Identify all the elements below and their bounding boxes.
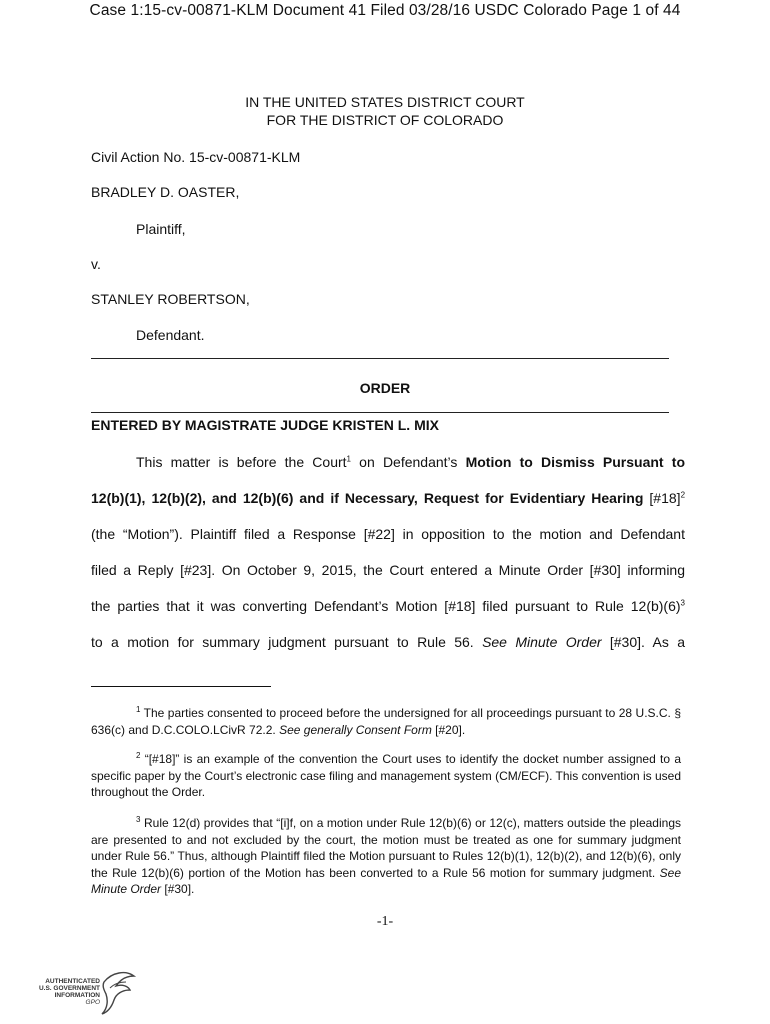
body-line-1: This matter is before the Court$^1$ on Defendant’s Motion to Dismiss Pursuant to xyxy=(136,454,685,470)
court-name-line-2: FOR THE DISTRICT OF COLORADO xyxy=(266,112,504,128)
court-name-line-1: IN THE UNITED STATES DISTRICT COURT xyxy=(245,94,525,110)
caption-divider xyxy=(91,358,669,359)
civil-action-number: Civil Action No. 15-cv-00871-KLM xyxy=(91,149,301,165)
entered-by: ENTERED BY MAGISTRATE JUDGE KRISTEN L. MIX xyxy=(91,417,439,433)
body-line-2: 12(b)(1), 12(b)(2), and 12(b)(6) and if Necessary, Request for Evidentiary Hearing [#18]$^2$ xyxy=(91,490,686,506)
body-line-3: (the “Motion”). Plaintiff filed a Response [#22] in opposition to the motion and Defendant xyxy=(91,526,685,542)
versus: v. xyxy=(91,256,101,272)
order-title: ORDER xyxy=(359,380,411,396)
defendant-label: Defendant. xyxy=(136,327,205,343)
footnote-divider xyxy=(91,686,271,687)
footnote-1: $^1$ The parties consented to proceed before the undersigned for all proceedings pursuant to 28 U.S.C. § 636(c) and D.C.COLO.LCivR 72.2. See generally Consent Form [#20]. xyxy=(91,705,681,737)
gpo-authentication-logo: AUTHENTICATED U.S. GOVERNMENT INFORMATION GPO xyxy=(38,968,138,1018)
defendant-name: STANLEY ROBERTSON, xyxy=(91,291,250,307)
eagle-icon xyxy=(100,968,138,1016)
page-number: -1- xyxy=(376,914,394,929)
body-line-5: the parties that it was converting Defendant’s Motion [#18] filed pursuant to Rule $12(b)(6)^3$ xyxy=(91,598,685,614)
footnote-2: $^2$ “[#18]” is an example of the convention the Court uses to identify the docket number assigned to a specific paper by the Court’s electronic case filing and management system (CM/ECF). This convention is used throughout the Order. xyxy=(91,751,681,799)
body-line-6: to a motion for summary judgment pursuant to Rule 56. See Minute Order [#30]. As a xyxy=(91,634,685,650)
page-header: Case 1:15-cv-00871-KLM Document 41 Filed 03/28/16 USDC Colorado Page 1 of 44 xyxy=(89,2,681,19)
footnote-3: $^3$ Rule 12(d) provides that “[i]f, on a motion under Rule 12(b)(6) or 12(c), matters outside the pleadings are presented to and not excluded by the court, the motion must be treated as one for summary judgment under Rule 56.” Thus, although Plaintiff filed the Motion pursuant to Rules 12(b)(1), 12(b)(2), and 12(b)(6), only the Rule 12(b)(6) portion of the Motion has been converted to a Rule 56 motion for summary judgment. See Minute Order [#30]. xyxy=(91,815,681,896)
body-line-4: filed a Reply [#23]. On October 9, 2015, the Court entered a Minute Order [#30] informing xyxy=(91,562,685,578)
plaintiff-name: BRADLEY D. OASTER, xyxy=(91,184,240,200)
plaintiff-label: Plaintiff, xyxy=(136,221,186,237)
order-title-divider xyxy=(91,412,669,413)
